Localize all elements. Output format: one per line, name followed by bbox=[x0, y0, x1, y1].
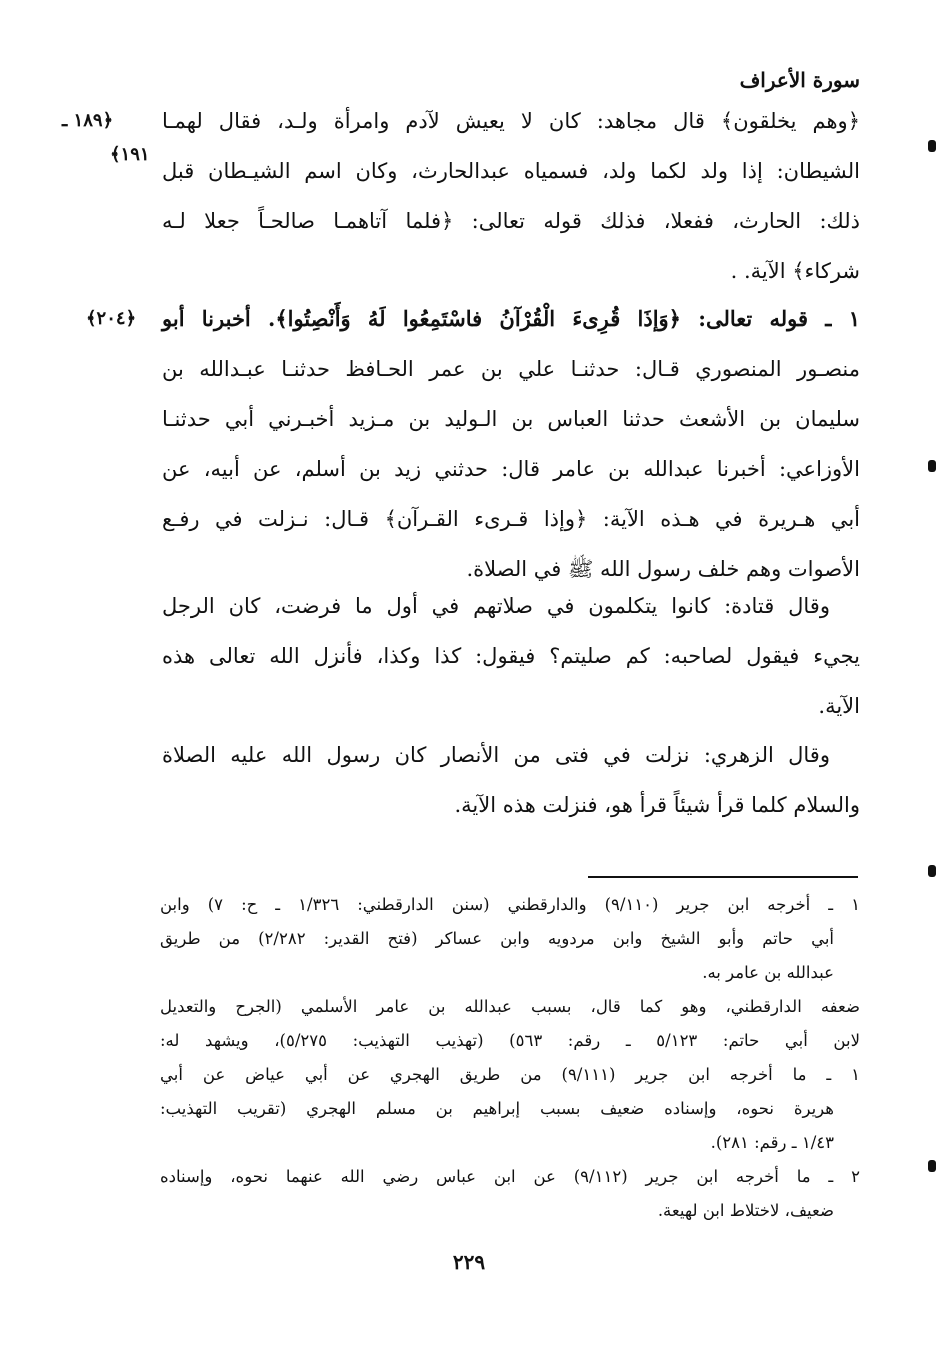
text-line: وقال الزهري: نزلت في فتى من الأنصار كان رسول الله عليه الصلاة bbox=[162, 743, 830, 767]
verse-ref-margin-3: ﴿٢٠٤﴾ bbox=[86, 308, 137, 329]
text-line: والسلام كلما قرأ شيئاً قرأ هو، فنزلت هذه الآية. bbox=[454, 793, 860, 817]
footnote-line: لابن أبي حاتم: ٥/١٢٣ ـ رقم: ٥٦٣) (تهذيب التهذيب: ٥/٢٧٥)، ويشهد له: bbox=[160, 1031, 860, 1050]
footnote-line: ١ ـ ما أخرجه ابن جرير (٩/١١١) من طريق الهجري عن أبي عياض عن أبي bbox=[160, 1065, 860, 1084]
text-line: وقال قتادة: كانوا يتكلمون في صلاتهم في أول ما فرضت، كان الرجل bbox=[162, 594, 830, 618]
footnotes bbox=[160, 888, 860, 1228]
text-line: الأوزاعي: أخبرنا عبدالله بن عامر قال: حدثني زيد بن أسلم، عن أبيه، عن bbox=[162, 457, 860, 481]
text-line: شركاء﴾ الآية. . bbox=[730, 259, 860, 283]
paragraph-1 bbox=[162, 96, 860, 296]
scan-mark bbox=[928, 140, 936, 152]
footnote-line: أبي حاتم وأبو الشيخ وابن مردويه وابن عساكر (فتح القدير: ٢/٢٨٢) من طريق bbox=[160, 929, 834, 948]
text-line: سليمان بن الأشعث حدثنا العباس بن الـوليد بن مـزيد أخبـرني أبي حدثنـا bbox=[162, 407, 860, 431]
footnote-line: عبدالله بن عامر به. bbox=[702, 963, 834, 982]
text-line: ذلك: الحارث، ففعلا، فذلك قوله تعالى: ﴿فلما آتاهمـا صالحـاً جعلا لـه bbox=[162, 209, 860, 233]
footnote-line: ١/٤٣ ـ رقم: ٢٨١). bbox=[710, 1133, 834, 1152]
footnote-line: ٢ ـ ما أخرجه ابن جرير (٩/١١٢) عن ابن عباس رضي الله عنهما نحوه، وإسناده bbox=[160, 1167, 860, 1186]
scan-mark bbox=[928, 1160, 936, 1172]
footnote-separator bbox=[588, 876, 858, 878]
scan-mark bbox=[928, 865, 936, 877]
footnote-line: ١ ـ أخرجه ابن جرير (٩/١١٠) والدارقطني (سنن الدارقطني: ١/٣٢٦ ـ ح: ٧) وابن bbox=[160, 895, 860, 914]
text-line: الآية. bbox=[818, 694, 860, 718]
text-line: الشيطان: إذا ولد لكما ولد، فسمياه عبدالحارث، وكان اسم الشيـطان قبل bbox=[162, 159, 860, 183]
paragraph-2 bbox=[162, 294, 860, 594]
text-line: ١ ـ قوله تعالى: ﴿وَإذَا قُرِىءَ الْقُرْآنُ فاسْتَمِعُوا لَهُ وَأَنْصِتُوا﴾. أخبرنا أبو bbox=[162, 306, 860, 331]
footnote-line: ضعفه الدارقطني، وهو كما قال، بسبب عبدالله بن عامر الأسلمي (الجرح والتعديل bbox=[160, 997, 860, 1016]
text-line: ﴿وهم يخلقون﴾ قال مجاهد: كان لا يعيش لآدم وامرأة ولـد، فقال لهمـا bbox=[162, 109, 860, 133]
text-line: الأصوات وهم خلف رسول الله ﷺ في الصلاة. bbox=[466, 557, 860, 581]
running-header: سورة الأعراف bbox=[739, 68, 860, 92]
footnote-line: ضعيف، لاختلاط ابن لهيعة. bbox=[657, 1201, 834, 1220]
scan-mark bbox=[928, 460, 936, 472]
paragraph-4 bbox=[162, 730, 860, 830]
text-line: منصـور المنصوري قـال: حدثنـا علي بن عمر الحـافظ حدثنـا عبـدالله بن bbox=[162, 357, 860, 381]
text-line: أبي هـريرة في هـذه الآية: ﴿وإذا قـرىء القـرآن﴾ قـال: نـزلت في رفـع bbox=[162, 507, 860, 531]
page-number: ٢٢٩ bbox=[452, 1250, 486, 1274]
verse-ref-margin-2: ١٩١﴾ bbox=[110, 144, 150, 165]
paragraph-3 bbox=[162, 581, 860, 731]
verse-ref-margin: ﴿١٨٩ ـ bbox=[62, 110, 114, 131]
footnote-line: هريرة نحوه، وإسناده ضعيف بسبب إبراهيم بن مسلم الهجري (تقريب التهذيب: bbox=[160, 1099, 834, 1118]
text-line: يجيء فيقول لصاحبه: كم صليتم؟ فيقول: كذا وكذا، فأنزل الله تعالى هذه bbox=[162, 644, 860, 668]
